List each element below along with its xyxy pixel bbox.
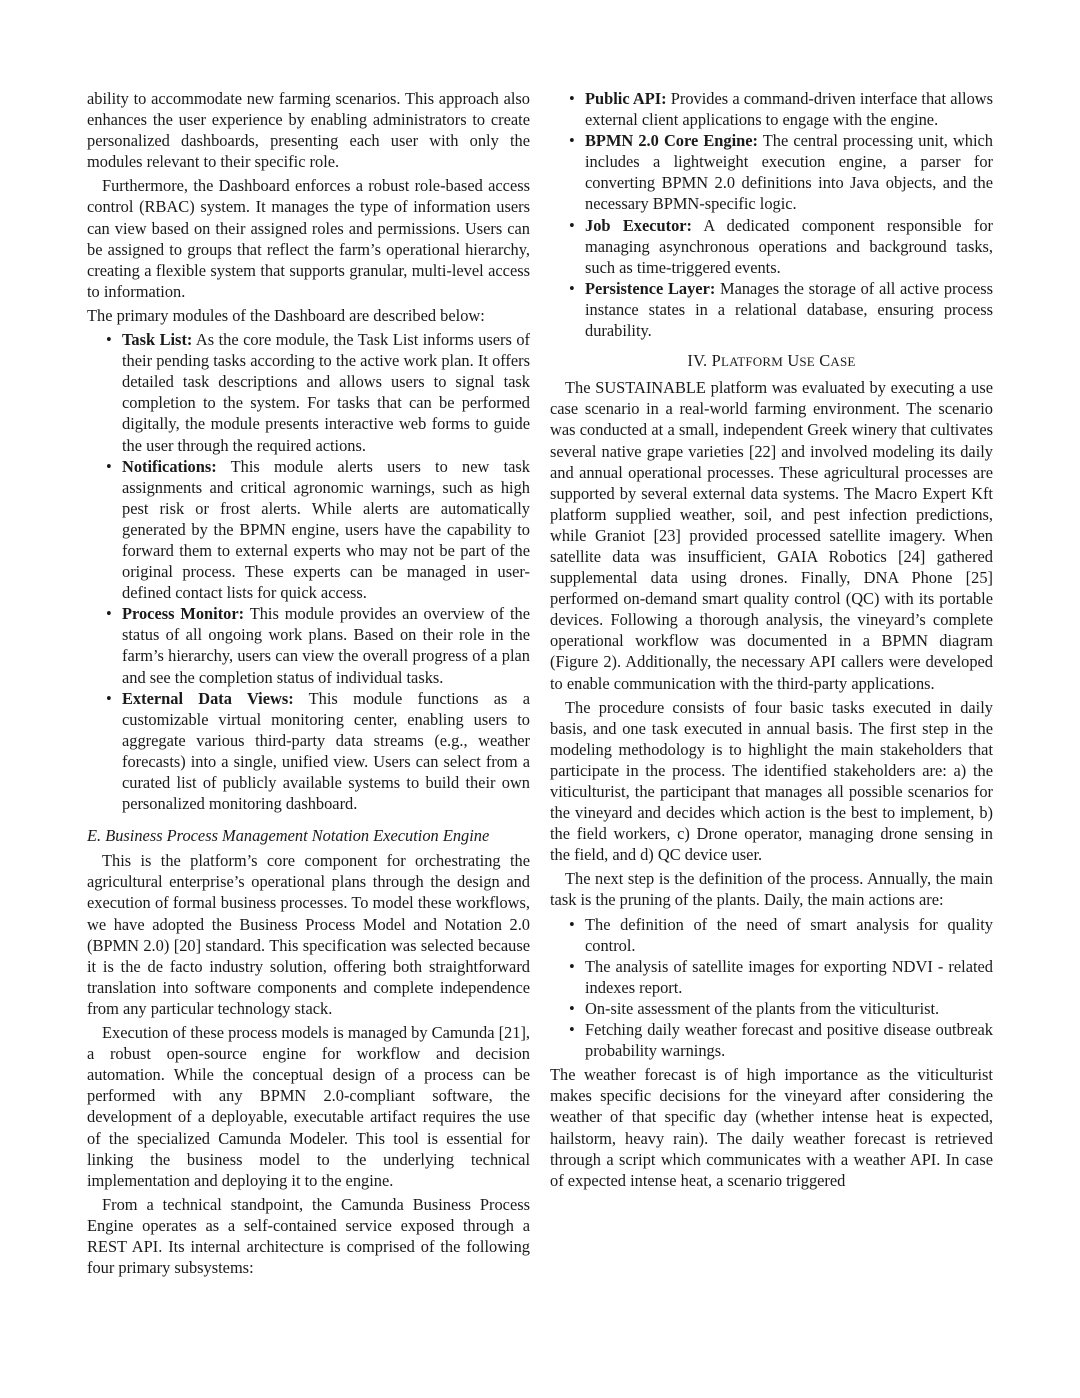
bullet-icon: • bbox=[106, 688, 112, 708]
list-text: Manages the storage of all active process instance states in a relational database, ensuring process durability. bbox=[585, 278, 993, 341]
paragraph: The weather forecast is of high importance as the viticulturist makes specific decisions for the vineyard after considering the weather of that specific day (whether intense heat is expected, hailstorm, heavy rain). The daily weather forecast is retrieved through a script which communicates with a weather API. In case of expected intense heat, a scenario triggered bbox=[550, 1065, 993, 1190]
list-item bbox=[550, 278, 993, 341]
list-term: Task List: bbox=[122, 330, 193, 350]
paragraph: ability to accommodate new farming scenarios. This approach also enhances the user experience by enabling administrators to create personalized dashboards, presenting each user with only the modules relevant to their specific role. bbox=[87, 89, 530, 172]
right-column bbox=[550, 88, 993, 1194]
daily-actions-list bbox=[550, 914, 993, 1062]
list-item bbox=[87, 329, 530, 456]
bullet-icon: • bbox=[569, 998, 575, 1018]
section-title-word: CASE bbox=[819, 351, 856, 371]
section-heading bbox=[550, 350, 993, 372]
list-item bbox=[550, 130, 993, 214]
list-text: This module alerts users to new task assignments and critical agronomic warnings, such as high pest risk or frost alerts. While alerts are automatically generated by the BPMN engine, users have the capability to forward them to external experts who may not be part of the original process. These experts can be managed in user-defined contact lists for quick access. bbox=[122, 456, 530, 603]
left-column bbox=[87, 88, 530, 1281]
bullet-icon: • bbox=[569, 89, 575, 108]
list-term: Public API: bbox=[585, 89, 667, 108]
list-text: A dedicated component responsible for managing asynchronous operations and background tasks, such as time-triggered events. bbox=[585, 215, 994, 277]
bullet-icon: • bbox=[569, 1020, 575, 1040]
list-text: The analysis of satellite images for exporting NDVI - related indexes report. bbox=[585, 956, 993, 997]
bullet-icon: • bbox=[106, 330, 112, 350]
section-title-word: PLATFORM bbox=[711, 351, 784, 371]
list-item bbox=[550, 88, 993, 130]
engine-subsystems-list bbox=[550, 88, 993, 341]
list-text: Fetching daily weather forecast and positive disease outbreak probability warnings. bbox=[585, 1020, 993, 1061]
paragraph: The primary modules of the Dashboard are described below: bbox=[87, 305, 485, 325]
list-term: Process Monitor: bbox=[122, 604, 245, 624]
paragraph: Execution of these process models is managed by Camunda [21], a robust open-source engine for workflow and decision automation. While the conceptual design of a process can be performed with any BPMN 2.0-compliant software, the development of a deployable, executable artifact requires the use of the specialized Camunda Modeler. This tool is essential for linking the business model to the underlying technical implementation and deploying it to the engine. bbox=[87, 1023, 530, 1190]
paragraph: The next step is the definition of the process. Annually, the main task is the pruning of the plants. Daily, the main actions are: bbox=[550, 869, 993, 910]
list-text: The definition of the need of smart analysis for quality control. bbox=[585, 914, 993, 955]
list-term: Persistence Layer: bbox=[585, 278, 716, 298]
list-text: The central processing unit, which includes a lightweight execution engine, a parser for converting BPMN 2.0 definitions into Java objects, and the necessary BPMN-specific logic. bbox=[585, 131, 994, 214]
list-item bbox=[87, 603, 530, 687]
list-term: Job Executor: bbox=[585, 215, 693, 235]
list-text: This module functions as a customizable virtual monitoring center, enabling users to aggregate various third-party data streams (e.g., weather forecasts) into a single, unified view. Users can select from a curated list of publicly available systems to build their own personalized monitoring dashboard. bbox=[122, 688, 530, 814]
section-title-word: USE bbox=[787, 351, 815, 371]
paragraph: The SUSTAINABLE platform was evaluated by executing a use case scenario in a real-world farming environment. The scenario was conducted at a small, independent Greek winery that cultivates several native grape varieties [22] and involved modeling its daily and annual operational processes. These agricultural processes are supported by several external data systems. The Macro Expert Kft platform supplied weather, soil, and pest infection predictions, while Graniot [23] provided processed satellite imagery. When satellite data was insufficient, GAIA Robotics [24] gathered supplemental data using drones. Finally, DNA Phone [25] performed on-demand smart quality control (QC) with its portable devices. Following a thorough analysis, the vineyard’s complete operational workflow was documented in a BPMN diagram (Figure 2). Additionally, the necessary API callers were developed to enable communication with the third-party applications. bbox=[550, 378, 993, 693]
list-item bbox=[550, 998, 993, 1019]
list-term: External Data Views: bbox=[122, 688, 294, 708]
section-number: IV. bbox=[687, 351, 708, 371]
list-item bbox=[87, 688, 530, 815]
list-item bbox=[87, 456, 530, 604]
list-term: BPMN 2.0 Core Engine: bbox=[585, 131, 758, 151]
paragraph: The procedure consists of four basic tasks executed in daily basis, and one task executed in annual basis. The first step in the modeling methodology is to highlight the main stakeholders that participate in the process. The identified stakeholders are: a) the viticulturist, the participant that manages all possible scenarios for the vineyard and decides which action is the best to implement, b) the field workers, c) Drone operator, managing drone sensing in the field, and d) QC device user. bbox=[550, 697, 993, 865]
dashboard-modules-list bbox=[87, 329, 530, 814]
paragraph: Furthermore, the Dashboard enforces a robust role-based access control (RBAC) system. It manages the type of information users can view based on their assigned roles and permissions. Users can be assigned to groups that reflect the farm’s operational hierarchy, creating a flexible system that supports granular, multi-level access to information. bbox=[87, 176, 530, 301]
list-item bbox=[550, 215, 993, 278]
bullet-icon: • bbox=[569, 956, 575, 976]
bullet-icon: • bbox=[106, 604, 112, 624]
list-text: Provides a command-driven interface that allows external client applications to engage with the engine. bbox=[585, 89, 993, 130]
subsection-heading: E. Business Process Management Notation Execution Engine bbox=[87, 826, 490, 846]
bullet-icon: • bbox=[569, 278, 575, 298]
list-text: On-site assessment of the plants from the viticulturist. bbox=[585, 998, 940, 1018]
list-text: As the core module, the Task List informs users of their pending tasks according to the active work plan. It offers detailed task descriptions and allows users to signal task completion to the system. For tasks that can be performed digitally, the module presents interactive web forms to guide the user through the required actions. bbox=[122, 330, 530, 455]
list-item bbox=[550, 914, 993, 956]
paragraph: This is the platform’s core component for orchestrating the agricultural enterprise’s operational plans through the design and execution of formal business processes. To model these workflows, we have adopted the Business Process Model and Notation 2.0 (BPMN 2.0) [20] standard. This specification was selected because it is the de facto industry solution, offering both straightforward translation into software components and complete independence from any particular technology stack. bbox=[87, 851, 530, 1018]
list-item bbox=[550, 1019, 993, 1061]
list-term: Notifications: bbox=[122, 456, 217, 476]
list-text: This module provides an overview of the status of all ongoing work plans. Based on their role in the farm’s hierarchy, users can view the overall progress of a plan and see the completion status of individual tasks. bbox=[122, 604, 530, 687]
list-item bbox=[550, 956, 993, 998]
bullet-icon: • bbox=[569, 131, 575, 151]
bullet-icon: • bbox=[569, 914, 575, 934]
paragraph: From a technical standpoint, the Camunda Business Process Engine operates as a self-contained service exposed through a REST API. Its internal architecture is comprised of the following four primary subsystems: bbox=[87, 1194, 530, 1278]
bullet-icon: • bbox=[569, 215, 575, 235]
bullet-icon: • bbox=[106, 456, 112, 476]
